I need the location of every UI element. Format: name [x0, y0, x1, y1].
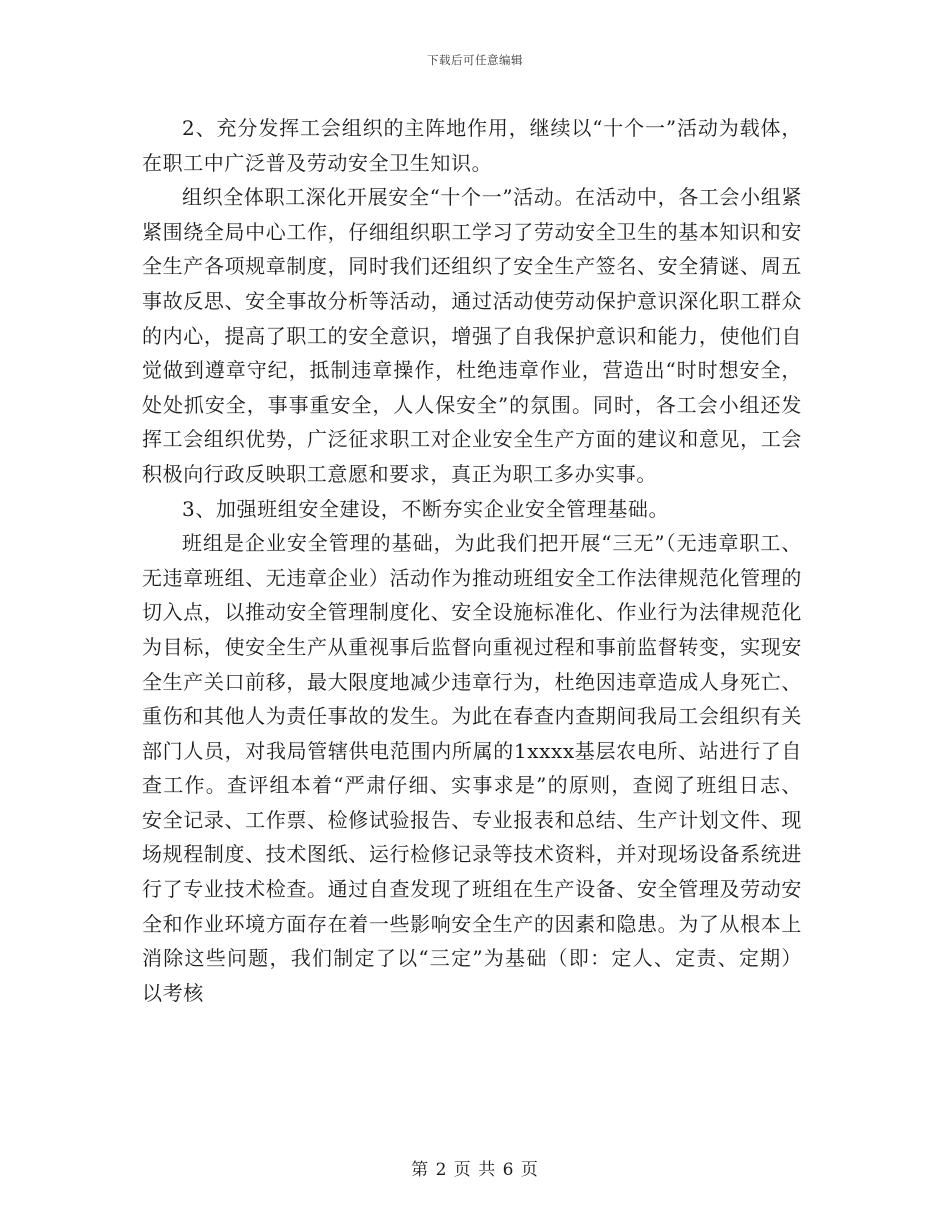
paragraph-team-safety: 班组是企业安全管理的基础，为此我们把开展“三无”（无违章职工、无违章班组、无违章企业）活动作为推动班组安全工作法律规范化管理的切入点，以推动安全管理制度化、安全设施标准化、作业行为法律规范化为目标，使安全生产从重视事后监督向重视过程和事前监督转变，实现安全生产关口前移，最大限度地减少违章行为，杜绝因违章造成人身死亡、重伤和其他人为责任事故的发生。为此在春查内查期间我局工会组织有关部门人员，对我局管辖供电范围内所属的1xxxx基层农电所、站进行了自查工作。查评组本着“严肃仔细、实事求是”的原则，查阅了班组日志、安全记录、工作票、检修试验报告、专业报表和总结、生产计划文件、现场规程制度、技术图纸、运行检修记录等技术资料，并对现场设备系统进行了专业技术检查。通过自查发现了班组在生产设备、安全管理及劳动安全和作业环境方面存在着一些影响安全生产的因素和隐患。为了从根本上消除这些问题，我们制定了以“三定”为基础（即：定人、定责、定期）以考核: [142, 531, 802, 1005]
page-number-footer: 第 2 页 共 6 页: [411, 1160, 539, 1180]
paragraph-section-2-heading: 2、充分发挥工会组织的主阵地作用，继续以“十个一”活动为载体，在职工中广泛普及劳动安全卫生知识。: [142, 116, 802, 175]
paragraph-ten-activities: 组织全体职工深化开展安全“十个一”活动。在活动中，各工会小组紧紧围绕全局中心工作，仔细组织职工学习了劳动安全卫生的基本知识和安全生产各项规章制度，同时我们还组织了安全生产签名、安全猜谜、周五事故反思、安全事故分析等活动，通过活动使劳动保护意识深化职工群众的内心，提高了职工的安全意识，增强了自我保护意识和能力，使他们自觉做到遵章守纪，抵制违章操作，杜绝违章作业，营造出“时时想安全，处处抓安全，事事重安全，人人保安全”的氛围。同时，各工会小组还发挥工会组织优势，广泛征求职工对企业安全生产方面的建议和意见，工会积极向行政反映职工意愿和要求，真正为职工多办实事。: [142, 185, 802, 486]
paragraph-section-3-heading: 3、加强班组安全建设，不断夯实企业安全管理基础。: [182, 496, 670, 521]
page-header-note: 下载后可任意编辑: [427, 53, 523, 67]
document-body: [142, 111, 802, 1010]
